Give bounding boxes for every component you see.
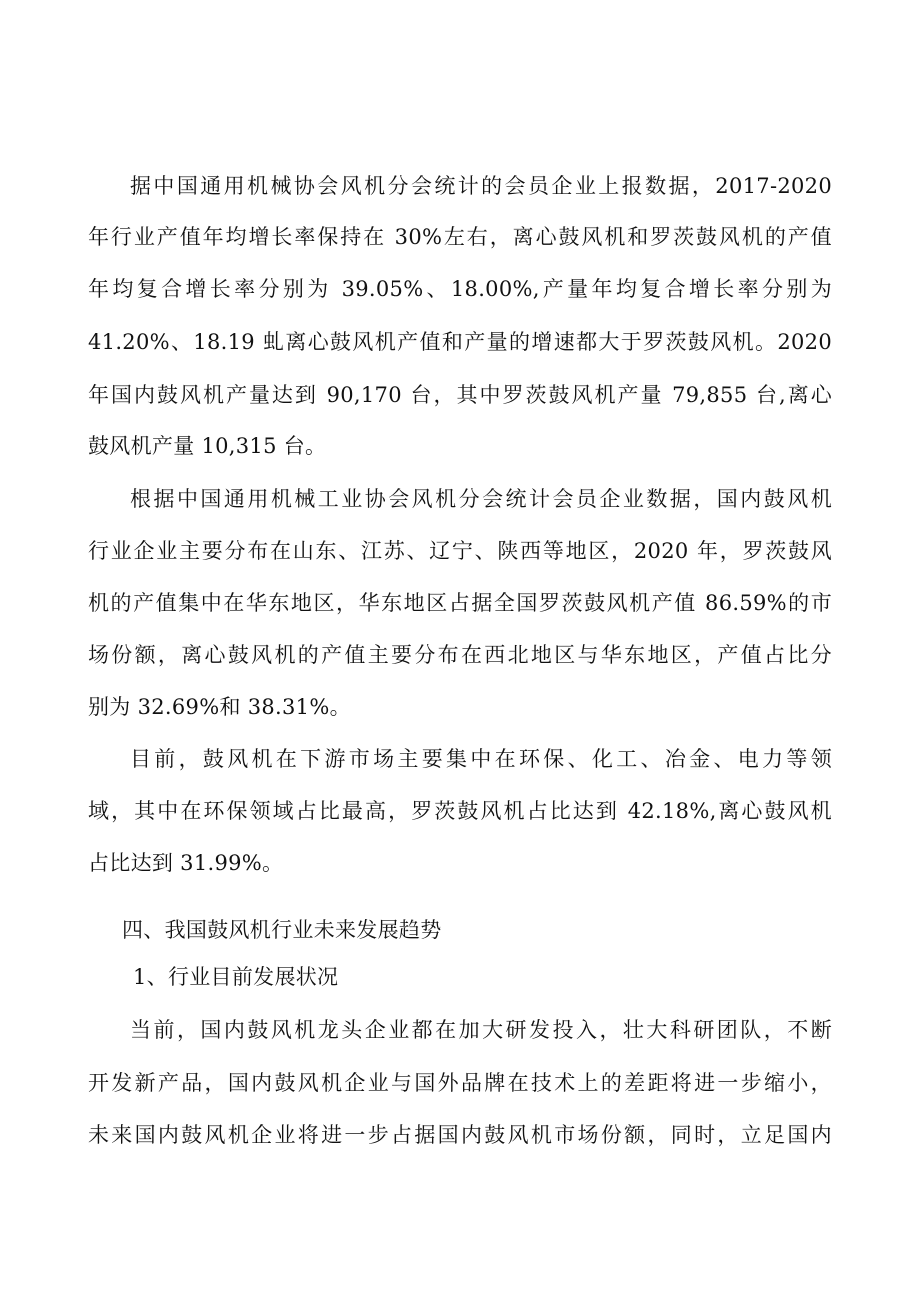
- paragraph-line: 年行业产值年均增长率保持在 30%左右，离心鼓风机和罗茨鼓风机的产值: [88, 225, 832, 249]
- paragraph-line: 年国内鼓风机产量达到 90,170 台，其中罗茨鼓风机产量 79,855 台,离心: [88, 383, 832, 407]
- paragraph-line: 根据中国通用机械工业协会风机分会统计会员企业数据，国内鼓风机: [130, 487, 832, 511]
- paragraph-line: 别为 32.69%和 38.31%。: [88, 695, 351, 719]
- paragraph-line: 据中国通用机械协会风机分会统计的会员企业上报数据，2017-2020: [130, 174, 832, 198]
- paragraph-line: 行业企业主要分布在山东、江苏、辽宁、陕西等地区，2020 年，罗茨鼓风: [88, 539, 832, 563]
- paragraph-line: 机的产值集中在华东地区，华东地区占据全国罗茨鼓风机产值 86.59%的市: [88, 591, 832, 615]
- paragraph-line: 当前，国内鼓风机龙头企业都在加大研发投入，壮大科研团队，不断: [130, 1018, 832, 1042]
- paragraph-line: 鼓风机产量 10,315 台。: [88, 434, 327, 458]
- section-heading: 四、我国鼓风机行业未来发展趋势: [122, 918, 442, 942]
- paragraph-line: 41.20%、18.19 虬离心鼓风机产值和产量的增速都大于罗茨鼓风机。2020: [88, 330, 832, 354]
- paragraph-line: 开发新产品，国内鼓风机企业与国外品牌在技术上的差距将进一步缩小，: [88, 1071, 832, 1095]
- paragraph-line: 未来国内鼓风机企业将进一步占据国内鼓风机市场份额，同时，立足国内: [88, 1123, 832, 1147]
- paragraph-line: 年均复合增长率分别为 39.05%、18.00%,产量年均复合增长率分别为: [88, 277, 832, 301]
- paragraph-line: 域，其中在环保领域占比最高，罗茨鼓风机占比达到 42.18%,离心鼓风机: [88, 799, 832, 823]
- paragraph-line: 目前，鼓风机在下游市场主要集中在环保、化工、冶金、电力等领: [130, 747, 832, 771]
- paragraph-line: 占比达到 31.99%。: [88, 851, 284, 875]
- paragraph-line: 场份额，离心鼓风机的产值主要分布在西北地区与华东地区，产值占比分: [88, 643, 832, 667]
- subsection-heading: 1、行业目前发展状况: [133, 965, 339, 989]
